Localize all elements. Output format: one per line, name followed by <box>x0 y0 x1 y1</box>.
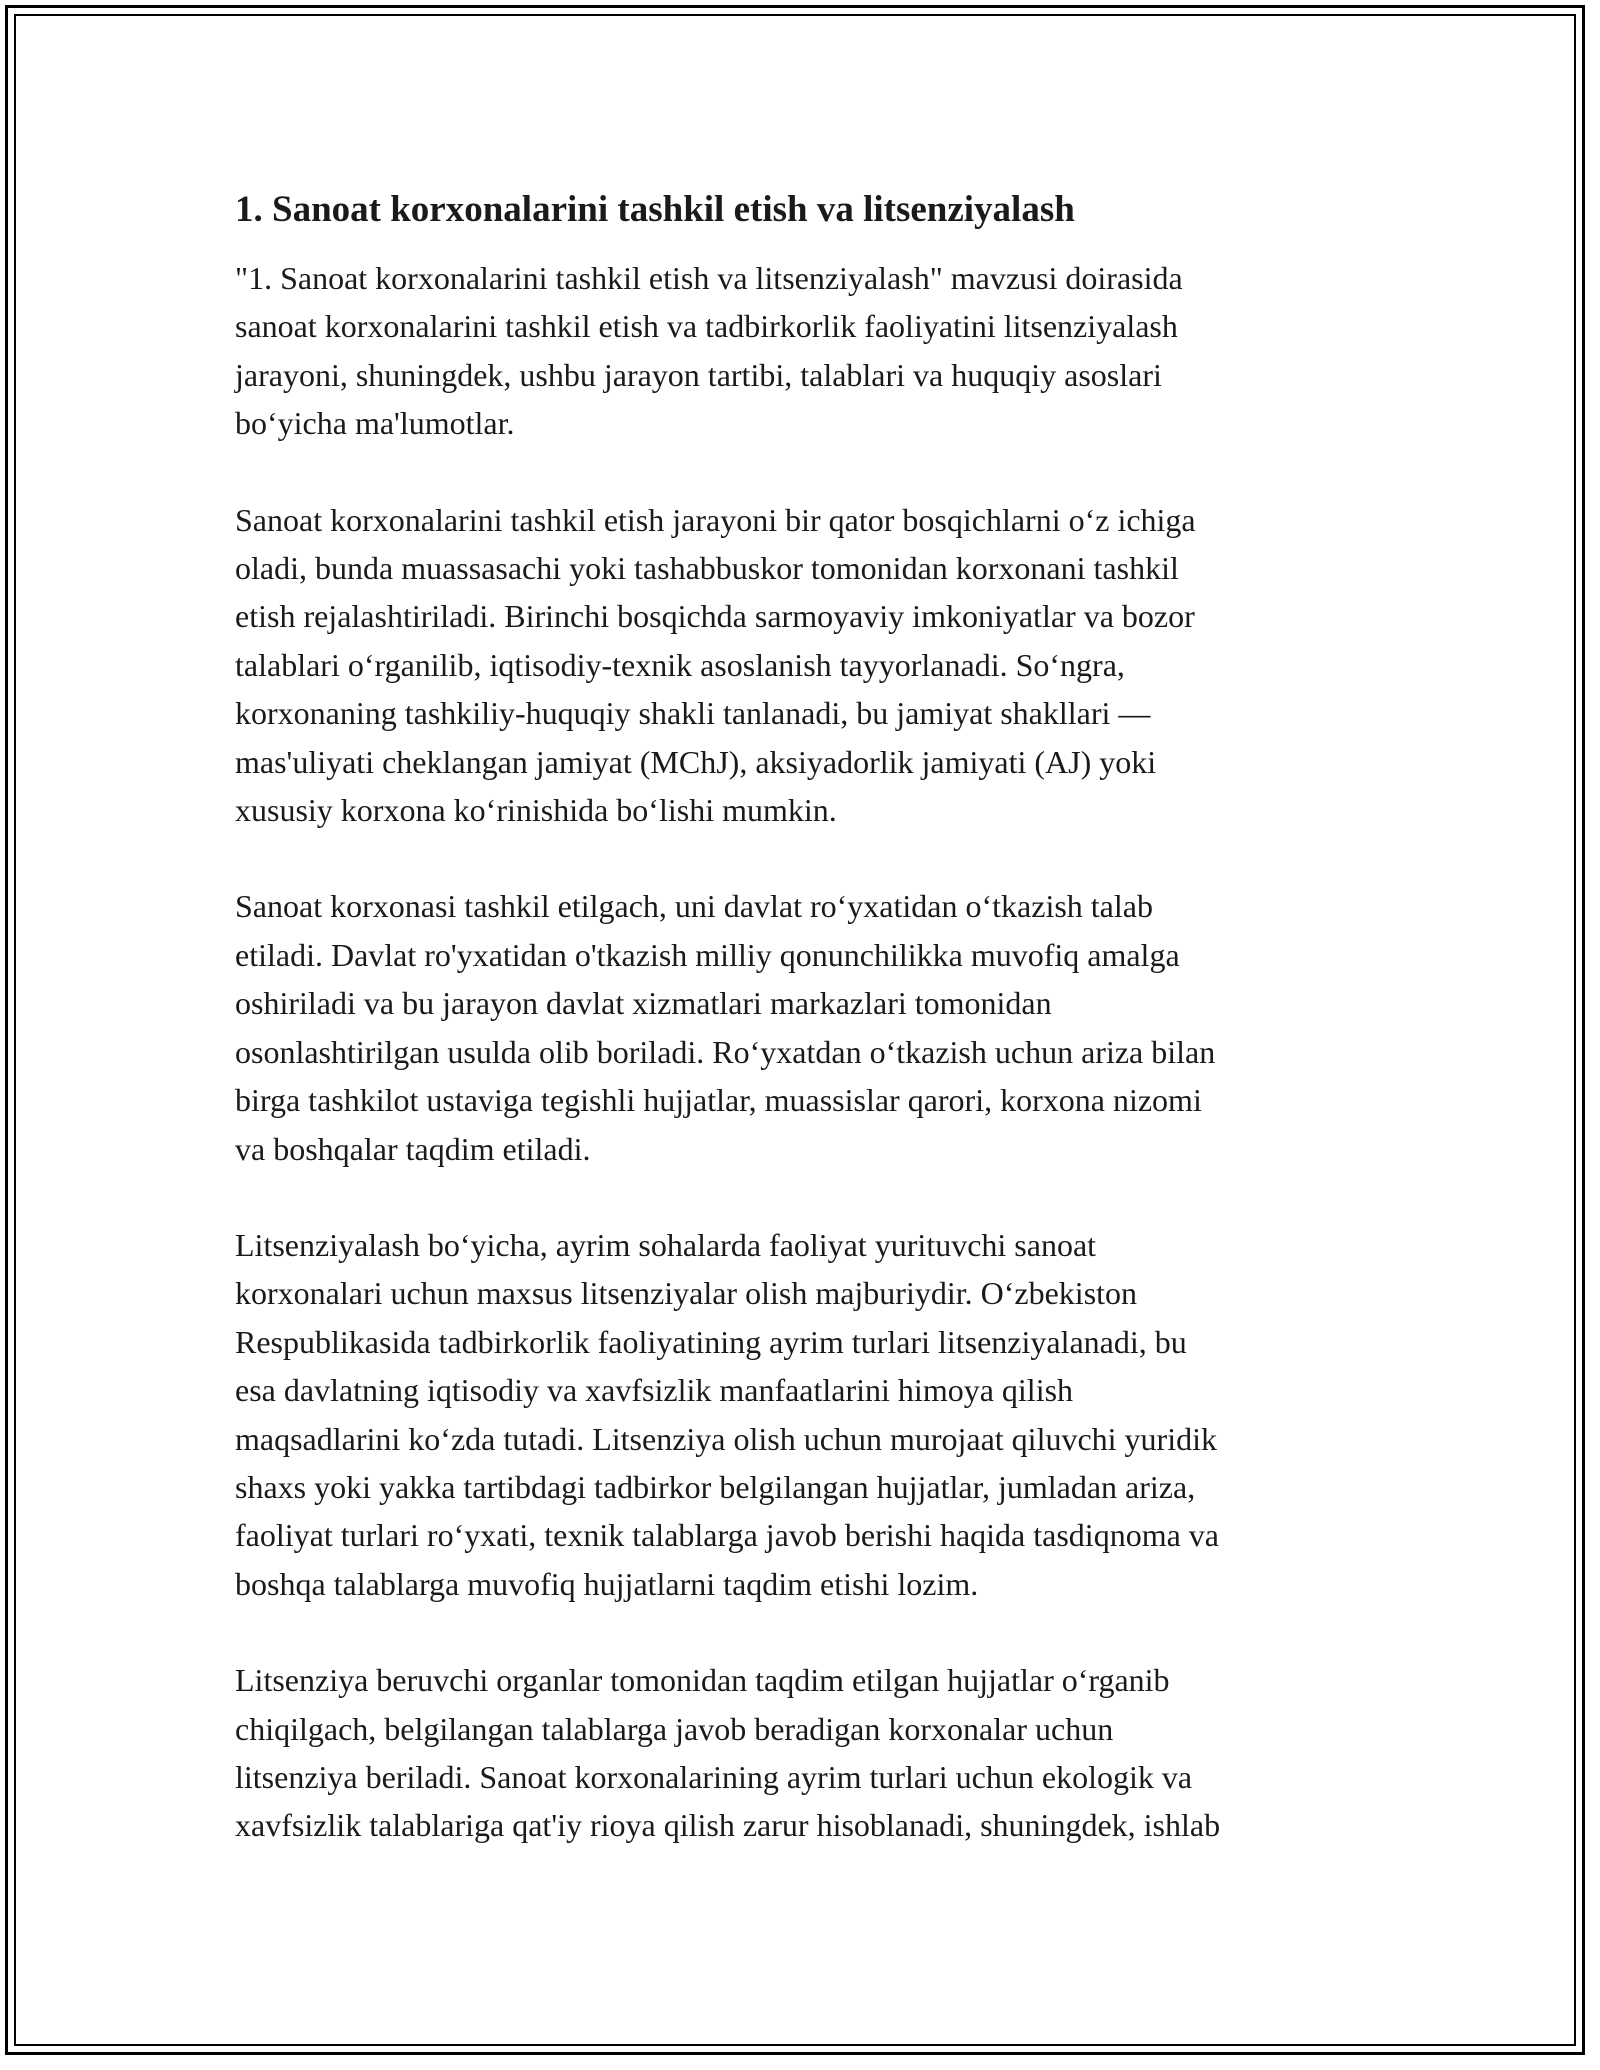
paragraph-line: oshiriladi va bu jarayon davlat xizmatlari markazlari tomonidan <box>235 985 1052 1022</box>
document-title: 1. Sanoat korxonalarini tashkil etish va litsenziyalash <box>235 189 1075 230</box>
paragraph-3 <box>235 882 1380 1172</box>
paragraph-line: jarayoni, shuningdek, ushbu jarayon tartibi, talablari va huquqiy asoslari <box>235 356 1162 393</box>
paragraph-line: mas'uliyati cheklangan jamiyat (MChJ), aksiyadorlik jamiyati (AJ) yoki <box>235 743 1157 780</box>
paragraph-line: bo‘yicha ma'lumotlar. <box>235 405 515 442</box>
paragraph-2 <box>235 496 1380 835</box>
paragraph-line: xavfsizlik talablariga qat'iy rioya qilish zarur hisoblanadi, shuningdek, ishlab <box>235 1807 1221 1844</box>
paragraph-line: birga tashkilot ustaviga tegishli hujjatlar, muassislar qarori, korxona nizomi <box>235 1082 1202 1119</box>
paragraph-line: sanoat korxonalarini tashkil etish va tadbirkorlik faoliyatini litsenziyalash <box>235 308 1178 345</box>
paragraph-line: maqsadlarini ko‘zda tutadi. Litsenziya olish uchun murojaat qiluvchi yuridik <box>235 1420 1217 1457</box>
document-body <box>235 186 1380 1898</box>
paragraph-line: oladi, bunda muassasachi yoki tashabbuskor tomonidan korxonani tashkil <box>235 550 1179 587</box>
paragraph-line: litsenziya beriladi. Sanoat korxonalarining ayrim turlari uchun ekologik va <box>235 1758 1193 1795</box>
paragraph-line: etish rejalashtiriladi. Birinchi bosqichda sarmoyaviy imkoniyatlar va bozor <box>235 598 1195 635</box>
paragraph-line: chiqilgach, belgilangan talablarga javob beradigan korxonalar uchun <box>235 1710 1114 1747</box>
paragraph-line: etiladi. Davlat ro'yxatidan o'tkazish milliy qonunchilikka muvofiq amalga <box>235 936 1180 973</box>
paragraph-list <box>235 254 1380 1850</box>
paragraph-line: shaxs yoki yakka tartibdagi tadbirkor belgilangan hujjatlar, jumladan ariza, <box>235 1468 1196 1505</box>
paragraph-line: va boshqalar taqdim etiladi. <box>235 1130 591 1167</box>
paragraph-line: esa davlatning iqtisodiy va xavfsizlik manfaatlarini himoya qilish <box>235 1372 1074 1409</box>
paragraph-line: Respublikasida tadbirkorlik faoliyatining ayrim turlari litsenziyalanadi, bu <box>235 1323 1187 1360</box>
paragraph-line: talablari o‘rganilib, iqtisodiy-texnik asoslanish tayyorlanadi. So‘ngra, <box>235 646 1125 683</box>
paragraph-line: Sanoat korxonasi tashkil etilgach, uni davlat ro‘yxatidan o‘tkazish talab <box>235 888 1153 925</box>
paragraph-line: faoliyat turlari ro‘yxati, texnik talablarga javob berishi haqida tasdiqnoma va <box>235 1517 1219 1554</box>
paragraph-line: korxonaning tashkiliy-huquqiy shakli tanlanadi, bu jamiyat shakllari — <box>235 695 1151 732</box>
paragraph-5 <box>235 1656 1380 1850</box>
paragraph-4 <box>235 1221 1380 1608</box>
paragraph-line: Sanoat korxonalarini tashkil etish jarayoni bir qator bosqichlarni o‘z ichiga <box>235 501 1196 538</box>
paragraph-line: Litsenziyalash bo‘yicha, ayrim sohalarda faoliyat yurituvchi sanoat <box>235 1226 1097 1263</box>
paragraph-line: osonlashtirilgan usulda olib boriladi. Ro‘yxatdan o‘tkazish uchun ariza bilan <box>235 1033 1216 1070</box>
paragraph-line: korxonalari uchun maxsus litsenziyalar olish majburiydir. O‘zbekiston <box>235 1275 1138 1312</box>
paragraph-line: xususiy korxona ko‘rinishida bo‘lishi mumkin. <box>235 792 837 829</box>
paragraph-line: Litsenziya beruvchi organlar tomonidan taqdim etilgan hujjatlar o‘rganib <box>235 1662 1170 1699</box>
paragraph-line: "1. Sanoat korxonalarini tashkil etish va litsenziyalash" mavzusi doirasida <box>235 260 1183 296</box>
paragraph-line: boshqa talablarga muvofiq hujjatlarni taqdim etishi lozim. <box>235 1565 979 1602</box>
paragraph-1 <box>235 254 1380 448</box>
